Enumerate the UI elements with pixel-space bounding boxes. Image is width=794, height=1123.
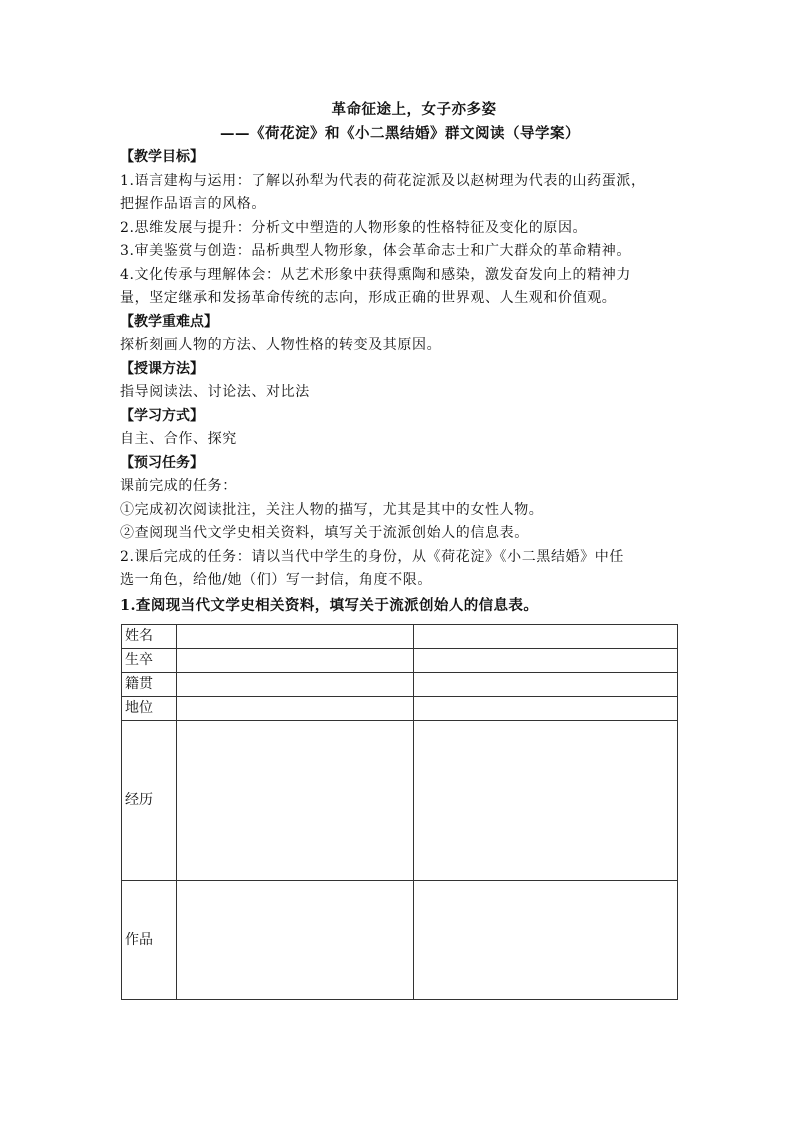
task1-title: 1.查阅现当代文学史相关资料，填写关于流派创始人的信息表。 bbox=[120, 596, 539, 614]
study-text: 自主、合作、探究 bbox=[120, 431, 237, 447]
preview-heading: 【预习任务】 bbox=[120, 454, 204, 471]
preview-line: 课前完成的任务： bbox=[120, 478, 237, 494]
blank-cell[interactable] bbox=[414, 720, 678, 880]
blank-cell[interactable] bbox=[177, 720, 414, 880]
blank-cell[interactable] bbox=[177, 624, 414, 648]
row-label-status: 地位 bbox=[122, 696, 177, 720]
blank-cell[interactable] bbox=[177, 672, 414, 696]
table-row bbox=[122, 880, 678, 999]
goal-line: 4.文化传承与理解体会：从艺术形象中获得熏陶和感染，激发奋发向上的精神力 bbox=[120, 266, 631, 283]
table-row bbox=[122, 720, 678, 880]
blank-cell[interactable] bbox=[177, 648, 414, 672]
blank-cell[interactable] bbox=[414, 624, 678, 648]
blank-cell[interactable] bbox=[414, 672, 678, 696]
blank-cell[interactable] bbox=[177, 880, 414, 999]
blank-cell[interactable] bbox=[177, 696, 414, 720]
preview-line: ①完成初次阅读批注，关注人物的描写，尤其是其中的女性人物。 bbox=[120, 501, 544, 518]
blank-cell[interactable] bbox=[414, 696, 678, 720]
row-label-works: 作品 bbox=[122, 880, 177, 999]
goal-line: 1.语言建构与运用：了解以孙犁为代表的荷花淀派及以赵树理为代表的山药蛋派， bbox=[120, 172, 646, 189]
page-subtitle: ——《荷花淀》和《小二黑结婚》群文阅读（导学案） bbox=[220, 125, 580, 142]
study-heading: 【学习方式】 bbox=[120, 407, 204, 424]
goal-line: 量，坚定继承和发扬革命传统的志向，形成正确的世界观、人生观和价值观。 bbox=[120, 290, 617, 306]
table-row bbox=[122, 624, 678, 648]
table-row bbox=[122, 696, 678, 720]
goals-heading: 【教学目标】 bbox=[120, 149, 204, 165]
table-row bbox=[122, 648, 678, 672]
goal-line: 2.思维发展与提升：分析文中塑造的人物形象的性格特征及变化的原因。 bbox=[120, 219, 588, 236]
preview-line: ②查阅现当代文学史相关资料，填写关于流派创始人的信息表。 bbox=[120, 525, 529, 541]
row-label-experience: 经历 bbox=[122, 720, 177, 880]
page-title: 革命征途上，女子亦多姿 bbox=[331, 101, 497, 118]
row-label-hometown: 籍贯 bbox=[122, 672, 177, 696]
founder-info-table bbox=[121, 624, 678, 1000]
preview-line: 2.课后完成的任务：请以当代中学生的身份，从《荷花淀》《小二黑结婚》中任 bbox=[120, 548, 624, 565]
blank-cell[interactable] bbox=[414, 648, 678, 672]
methods-heading: 【授课方法】 bbox=[120, 360, 204, 377]
goal-line: 3.审美鉴赏与创造：品析典型人物形象，体会革命志士和广大群众的革命精神。 bbox=[120, 243, 631, 259]
preview-line: 选一角色，给他/她（们）写一封信，角度不限。 bbox=[120, 572, 432, 588]
row-label-lifespan: 生卒 bbox=[122, 648, 177, 672]
goal-line: 把握作品语言的风格。 bbox=[120, 196, 266, 212]
document-content bbox=[120, 98, 680, 1000]
key-points-text: 探析刻画人物的方法、人物性格的转变及其原因。 bbox=[120, 337, 442, 353]
row-label-name: 姓名 bbox=[122, 624, 177, 648]
methods-text: 指导阅读法、讨论法、对比法 bbox=[120, 384, 310, 400]
table-row bbox=[122, 672, 678, 696]
key-points-heading: 【教学重难点】 bbox=[120, 313, 218, 330]
blank-cell[interactable] bbox=[414, 880, 678, 999]
